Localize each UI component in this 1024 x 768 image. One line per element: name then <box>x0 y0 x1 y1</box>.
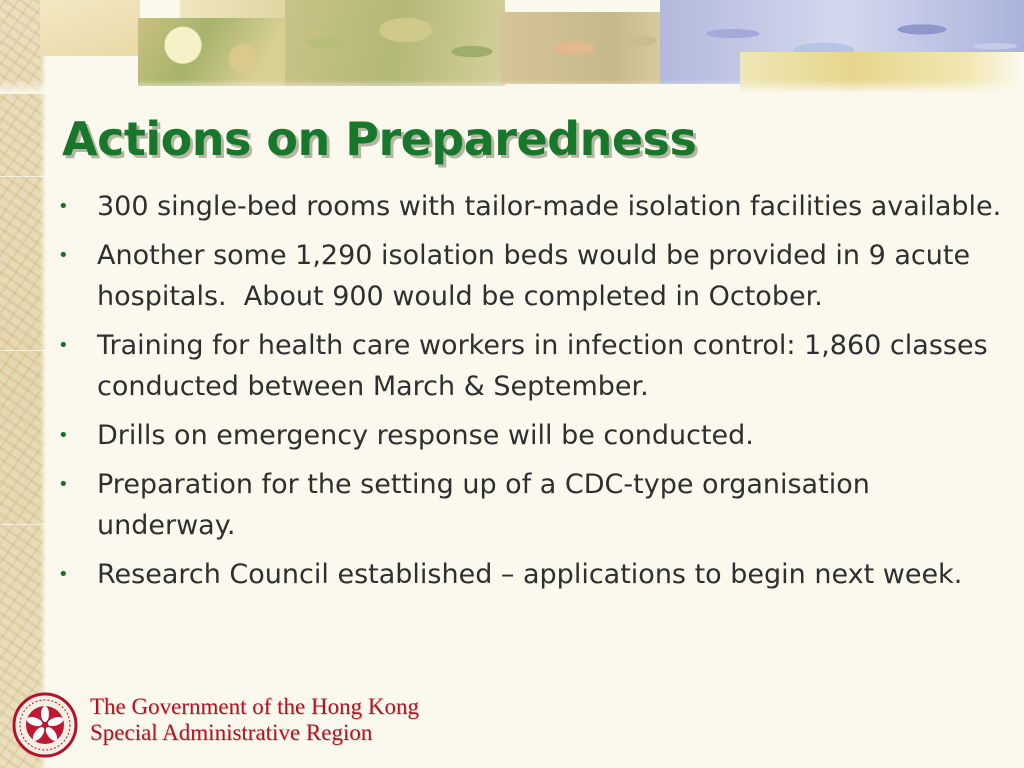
bullet-text: Research Council established – applications to begin next week. <box>97 559 963 590</box>
bullet-text: Preparation for the setting up of a CDC-type organisation underway. <box>97 469 870 541</box>
slide-title: Actions on Preparedness <box>62 112 697 166</box>
footer-line-1: The Government of the Hong Kong <box>90 694 419 719</box>
bullet-text: Training for health care workers in infection control: 1,860 classes conducted between March & September. <box>97 330 988 402</box>
bullet-item <box>58 325 1008 407</box>
footer <box>12 688 482 758</box>
footer-government-name <box>90 694 419 746</box>
band-fade <box>0 80 1024 94</box>
bullet-item <box>58 415 1008 456</box>
bullet-dot-icon: • <box>58 564 69 585</box>
bullet-text: Another some 1,290 isolation beds would be provided in 9 acute hospitals. About 900 would be completed in October. <box>97 240 979 312</box>
bullet-list <box>58 186 1008 603</box>
bullet-item <box>58 235 1008 317</box>
band-tile-leaves <box>285 0 505 86</box>
band-tile <box>40 0 140 56</box>
hksar-emblem-icon <box>12 692 78 758</box>
top-decorative-band <box>0 0 1024 92</box>
bullet-text: Drills on emergency response will be conducted. <box>97 420 754 451</box>
bullet-item <box>58 464 1008 546</box>
bullet-dot-icon: • <box>58 335 69 356</box>
bullet-dot-icon: • <box>58 196 69 217</box>
bullet-dot-icon: • <box>58 425 69 446</box>
footer-line-2: Special Administrative Region <box>90 720 373 745</box>
bullet-dot-icon: • <box>58 245 69 266</box>
band-tile-flowers <box>138 18 288 86</box>
bullet-text: 300 single-bed rooms with tailor-made isolation facilities available. <box>97 191 1002 222</box>
bullet-item <box>58 554 1008 595</box>
bullet-dot-icon: • <box>58 474 69 495</box>
band-tile-petals <box>500 12 685 84</box>
left-strip-dividers <box>0 0 46 768</box>
bullet-item <box>58 186 1008 227</box>
